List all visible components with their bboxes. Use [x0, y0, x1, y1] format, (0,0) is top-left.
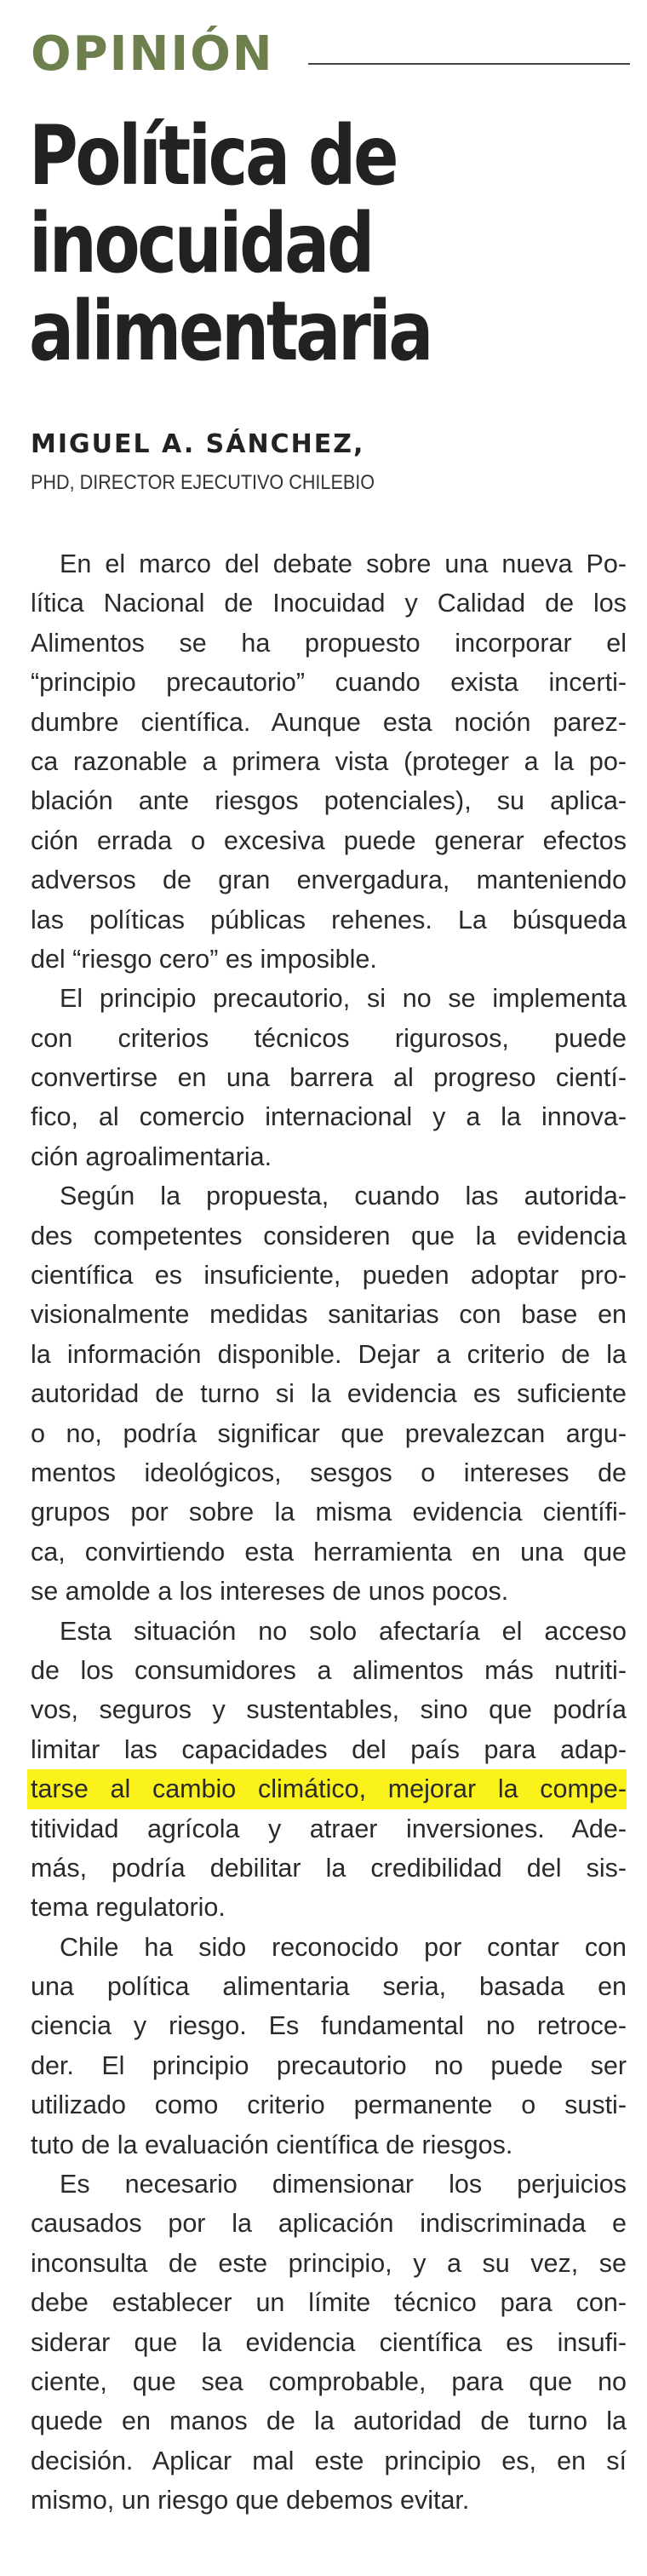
paragraph-line: Es necesario dimensionar los perjuicios [60, 2170, 627, 2199]
paragraph-line: ciente, que sea comprobable, para que no [31, 2366, 627, 2396]
paragraph-line: siderar que la evidencia científica es insufi- [31, 2327, 627, 2357]
paragraph-line: dumbre científica. Aunque esta noción parez- [31, 707, 627, 737]
section-rule [308, 63, 630, 65]
article-paragraph [31, 1612, 627, 1928]
paragraph-line: tema regulatorio. [31, 1893, 226, 1923]
highlighted-line: tarse al cambio climático, mejorar la compe- [27, 1769, 627, 1808]
article-paragraph [31, 544, 627, 979]
paragraph-line: inconsulta de este principio, y a su vez, se [31, 2248, 627, 2278]
paragraph-line: autoridad de turno si la evidencia es suficiente [31, 1379, 627, 1409]
paragraph-line: lítica Nacional de Inocuidad y Calidad de los [31, 589, 627, 618]
article-paragraph [31, 2165, 627, 2521]
article-body [31, 544, 627, 2521]
paragraph-line: “principio precautorio” cuando exista incerti- [31, 668, 627, 698]
article-paragraph [31, 1928, 627, 2165]
paragraph-line: blación ante riesgos potenciales), su aplica- [31, 786, 627, 816]
paragraph-line: mentos ideológicos, sesgos o intereses de [31, 1458, 627, 1487]
paragraph-line: grupos por sobre la misma evidencia científi- [31, 1498, 627, 1527]
paragraph-line: utilizado como criterio permanente o susti- [31, 2090, 627, 2120]
paragraph-line: En el marco del debate sobre una nueva Po- [60, 549, 627, 578]
paragraph-line: ca razonable a primera vista (proteger a la po- [31, 746, 627, 776]
headline-line: inocuidad [29, 196, 373, 291]
paragraph-line: Según la propuesta, cuando las autorida- [60, 1182, 627, 1211]
paragraph-line: ción errada o excesiva puede generar efectos [31, 825, 627, 855]
paragraph-line: ca, convirtiendo esta herramienta en una que [31, 1537, 627, 1567]
paragraph-line: titividad agrícola y atraer inversiones. Ade- [31, 1814, 627, 1843]
paragraph-line: tuto de la evaluación científica de riesgos. [31, 2130, 513, 2159]
paragraph-line: mismo, un riesgo que debemos evitar. [31, 2486, 470, 2516]
paragraph-line: ción agroalimentaria. [31, 1141, 272, 1171]
author-role: PHD, DIRECTOR EJECUTIVO CHILEBIO [31, 471, 375, 494]
paragraph-line: causados por la aplicación indiscriminada e [31, 2209, 627, 2239]
paragraph-line: Chile ha sido reconocido por contar con [60, 1932, 627, 1962]
article-paragraph [31, 979, 627, 1176]
paragraph-line: ciencia y riesgo. Es fundamental no retroce- [31, 2011, 627, 2041]
paragraph-line: una política alimentaria seria, basada en [31, 1972, 627, 2002]
paragraph-line: convertirse en una barrera al progreso cientí- [31, 1063, 627, 1093]
paragraph-line: adversos de gran envergadura, manteniendo [31, 865, 627, 895]
paragraph-line: o no, podría significar que prevalezcan argu- [31, 1418, 627, 1448]
author-name: MIGUEL A. SÁNCHEZ, [31, 429, 365, 459]
paragraph-line: Alimentos se ha propuesto incorporar el [31, 628, 627, 658]
paragraph-line: quede en manos de la autoridad de turno la [31, 2406, 627, 2436]
paragraph-line: las políticas públicas rehenes. La búsqueda [31, 905, 627, 934]
paragraph-line: El principio precautorio, si no se implementa [60, 984, 627, 1014]
paragraph-line: con criterios técnicos rigurosos, puede [31, 1023, 627, 1053]
paragraph-line: Esta situación no solo afectaría el acceso [60, 1616, 627, 1646]
article-headline [29, 108, 522, 379]
paragraph-line: científica es insuficiente, pueden adoptar pro- [31, 1261, 627, 1291]
paragraph-line: la información disponible. Dejar a criterio de la [31, 1339, 627, 1369]
paragraph-line: del “riesgo cero” es imposible. [31, 944, 377, 974]
section-label: OPINIÓN [31, 26, 274, 82]
paragraph-line: des competentes consideren que la evidencia [31, 1221, 627, 1251]
paragraph-line: fico, al comercio internacional y a la innova- [31, 1102, 627, 1132]
article-paragraph [31, 1176, 627, 1611]
section-header [31, 26, 630, 82]
paragraph-line: más, podría debilitar la credibilidad del sis- [31, 1853, 627, 1883]
headline-line: Política de [29, 108, 397, 204]
paragraph-line: decisión. Aplicar mal este principio es, en sí [31, 2446, 627, 2475]
paragraph-line: de los consumidores a alimentos más nutriti- [31, 1655, 627, 1685]
paragraph-line: der. El principio precautorio no puede ser [31, 2050, 627, 2080]
paragraph-line: vos, seguros y sustentables, sino que podría [31, 1695, 627, 1725]
paragraph-line: limitar las capacidades del país para adap- [31, 1734, 627, 1764]
byline [31, 429, 630, 495]
paragraph-line: debe establecer un límite técnico para con- [31, 2288, 627, 2318]
paragraph-line: se amolde a los intereses de unos pocos. [31, 1577, 509, 1607]
paragraph-line: visionalmente medidas sanitarias con base en [31, 1300, 627, 1330]
headline-line: alimentaria [29, 284, 432, 379]
